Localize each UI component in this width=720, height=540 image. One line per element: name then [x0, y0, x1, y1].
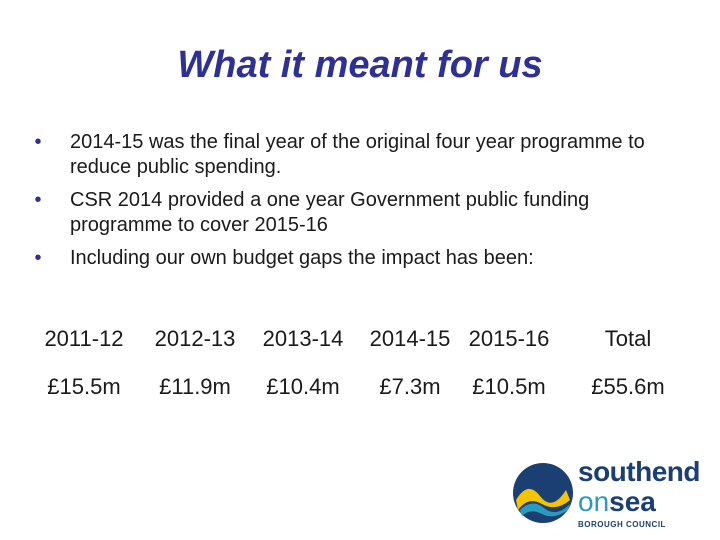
logo-word-borough-council: BOROUGH COUNCIL [578, 520, 666, 529]
bullet-icon: • [34, 189, 42, 211]
logo-word-sea: sea [609, 486, 656, 517]
bullet-item [28, 188, 688, 238]
logo-word-southend: southend [578, 456, 700, 487]
amount-cell: £10.4m [266, 374, 340, 399]
year-header: 2015-16 [468, 326, 550, 351]
bullet-icon: • [34, 131, 42, 153]
bullet-item [28, 246, 688, 271]
year-header: 2013-14 [262, 326, 344, 351]
year-header: 2011-12 [44, 326, 124, 351]
logo-word-onsea [578, 486, 656, 518]
table-header-row [0, 326, 720, 356]
total-cell: £55.6m [591, 374, 665, 399]
southend-logo [510, 456, 700, 532]
logo-word-on: on [578, 486, 610, 517]
amount-cell: £15.5m [47, 374, 121, 399]
bullet-icon: • [34, 247, 42, 269]
logo-wave-icon [510, 460, 576, 526]
total-header: Total [604, 326, 652, 351]
amount-cell: £7.3m [379, 374, 441, 399]
table-values-row [0, 374, 720, 404]
bullet-text: Including our own budget gaps the impact has been: [70, 247, 534, 269]
bullet-list [28, 130, 688, 279]
bullet-text: CSR 2014 provided a one year Government public funding programme to cover 2015-16 [70, 189, 590, 236]
year-header: 2014-15 [369, 326, 451, 351]
slide-title: What it meant for us [177, 44, 543, 86]
amount-cell: £11.9m [159, 374, 231, 399]
bullet-item [28, 130, 688, 180]
bullet-text: 2014-15 was the final year of the original four year programme to reduce public spending. [70, 131, 645, 178]
amount-cell: £10.5m [472, 374, 546, 399]
year-header: 2012-13 [154, 326, 236, 351]
